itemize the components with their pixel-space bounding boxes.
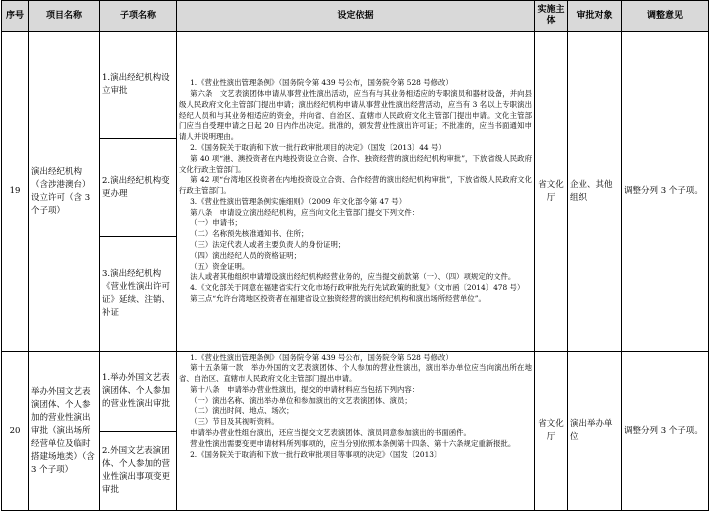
basis-paragraph: 2.《国务院关于取消和下放一批行政审批项目等事项的决定》（国发〔2013〕 [190,449,442,459]
approval-target: 演出举办单位 [568,352,622,511]
basis-paragraph: （一）演出名称、演出举办单位和参加演出的文艺表演团体、演员； [190,395,412,405]
subitem: 1.演出经纪机构设立审批 [100,32,177,139]
subitem: 1.举办外国文艺表演团体、个人参加的营业性演出审批 [100,352,177,432]
row-index: 19 [2,32,29,352]
item-name: 举办外国文艺表演团体、个人参加的营业性演出审批（演出场所经营单位及临时搭建场地类）（含 3 个子项） [29,352,100,511]
basis-paragraph: 第 42 项“台湾地区投资者在内地投资设立合资、合作经营的演出经纪机构审批”，下放省级人民政府文化行政主管部门。 [179,175,532,196]
basis-paragraph: 第八条 申请设立演出经纪机构，应当向文化主管部门提交下列文件： [190,207,420,217]
row-index: 20 [2,352,29,511]
basis-paragraph: （二）演出时间、地点、场次； [190,406,294,416]
header-target: 审批对象 [568,1,622,32]
adjustment-opinion: 调整分列 3 个子项。 [622,32,709,352]
basis-paragraph: （三）节目及其视听资料。 [190,417,279,427]
table-row [2,32,709,139]
header-item-name: 项目名称 [29,1,100,32]
header-index: 序号 [2,1,29,32]
basis-paragraph: 法人或者其他组织申请增设演出经纪机构经营业务的，应当提交前款第（一）、（四）项规定的文件。 [190,272,516,282]
item-name: 演出经纪机构（含涉港澳台）设立许可（含 3 个子项） [29,32,100,352]
approval-items-table [1,0,709,511]
basis-text [177,352,535,511]
basis-paragraph: 申请举办营业性组台演出，还应当提交文艺表演团体、演员同意参加演出的书面函件。 [190,428,471,438]
header-opinion: 调整意见 [622,1,709,32]
basis-text [177,32,535,352]
subitem: 2.演出经纪机构变更办理 [100,139,177,237]
basis-paragraph: 4.《文化部关于同意在福建省实行文化市场行政审批先行先试政策的批复》（文市函〔2014〕478 号） [190,283,525,293]
basis-paragraph: （五）资金证明。 [190,261,250,271]
basis-paragraph: 第三点“允许台湾地区投资者在福建省设立独资经营的演出经纪机构和演出场所经营单位”。 [190,294,486,304]
basis-paragraph: 2.《国务院关于取消和下放一批行政审批项目的决定》（国发〔2013〕44 号） [190,142,446,152]
basis-paragraph: 营业性演出需要变更申请材料所列事项的，应当分别依照本条例第十四条、第十六条规定重新报批。 [190,438,516,448]
subitem: 3.演出经纪机构《营业性演出许可证》延续、注销、补证 [100,237,177,352]
basis-paragraph: （三）法定代表人或者主要负责人的身份证明； [190,240,346,250]
basis-paragraph: 第十五条第一款 举办外国的文艺表演团体、个人参加的营业性演出，演出举办单位应当向演出所在地省、自治区、直辖市人民政府文化主管部门提出申请。 [179,363,532,384]
implementing-subject: 省文化厅 [535,352,568,511]
subitem: 2.外国文艺表演团体、个人参加的营业性演出事项变更审批 [100,432,177,511]
implementing-subject: 省文化厅 [535,32,568,352]
approval-target: 企业、其他组织 [568,32,622,352]
basis-paragraph: （一）申请书； [190,218,242,228]
basis-paragraph: 1.《营业性演出管理条例》（国务院令第 439 号公布，国务院令第 528 号修改） [190,352,453,362]
adjustment-opinion: 调整分列 3 个子项。 [622,352,709,511]
basis-paragraph: 第 40 项“港、澳投资者在内地投资设立合资、合作、独资经营的演出经纪机构审批”，下放省级人民政府文化行政主管部门。 [179,153,532,174]
header-basis: 设定依据 [177,1,535,32]
table-header-row [2,1,709,32]
basis-paragraph: 1.《营业性演出管理条例》（国务院令第 439 号公布，国务院令第 528 号修改） [190,78,453,88]
table-row [2,352,709,432]
header-subject: 实施主体 [535,1,568,32]
header-subitem-name: 子项名称 [100,1,177,32]
basis-paragraph: （四）演出经纪人员的资格证明； [190,250,301,260]
basis-paragraph: 第六条 文艺表演团体申请从事营业性演出活动，应当有与其业务相适应的专职演员和器材设备，并向县级人民政府文化主管部门提出申请；演出经纪机构申请从事营业性演出经营活动，应当有 3 名以上专职演出经纪人员和与其业务相适应的资金，并向省、自治区、直辖市人民政府文化主管部门提出申请。文化主管部门应当自受理申请之日起 20 日内作出决定。批准的，颁发营业性演出许可证；不批准的，应当书面通知申请人并说明理由。 [179,88,532,142]
basis-paragraph: 3.《营业性演出管理条例实施细则》（2009 年文化部令第 47 号） [190,196,407,206]
basis-paragraph: （二）名称预先核准通知书、住所； [190,229,309,239]
basis-paragraph: 第十八条 申请举办营业性演出，提交的申请材料应当包括下列内容： [190,384,420,394]
